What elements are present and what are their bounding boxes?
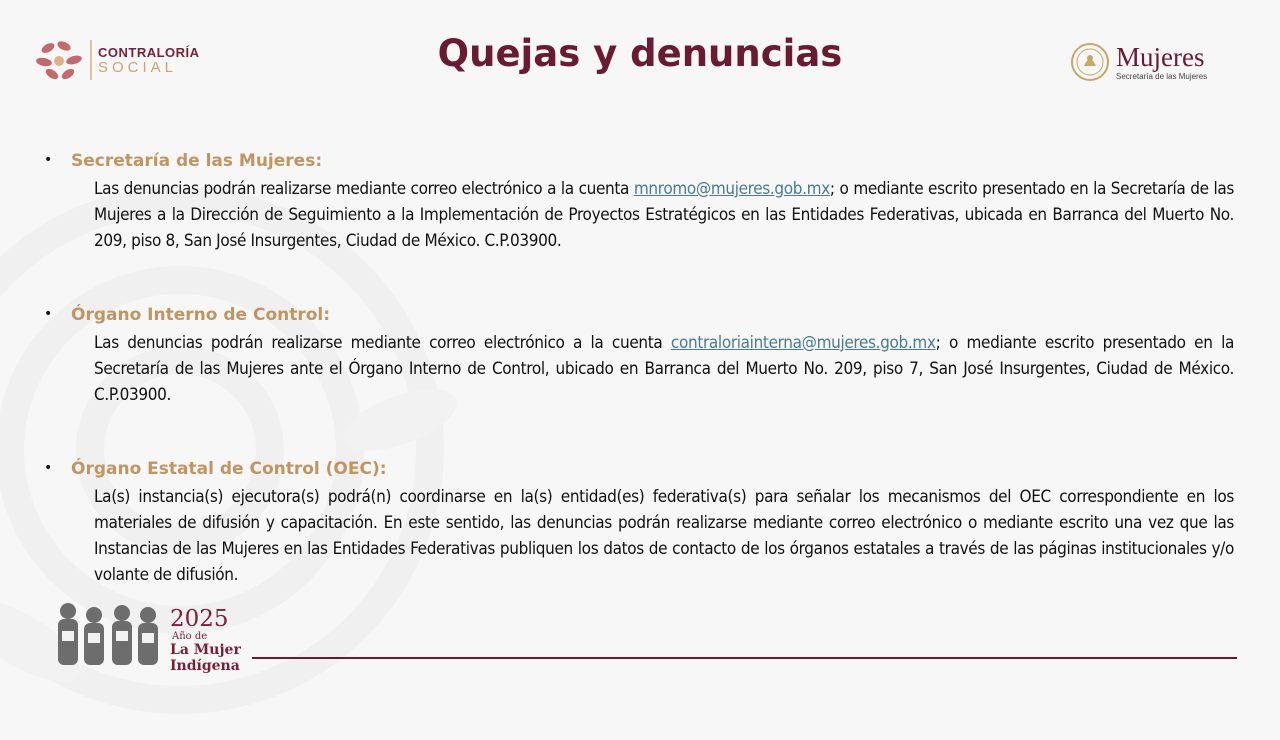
bullet-icon: • <box>44 460 53 476</box>
section-heading: Secretaría de las Mujeres: <box>71 151 323 171</box>
content <box>44 150 1234 638</box>
email-link-contraloria[interactable]: contraloriainterna@mujeres.gob.mx <box>670 333 936 353</box>
email-link-mnromo[interactable]: mnromo@mujeres.gob.mx <box>633 179 830 199</box>
footer-divider <box>252 657 1237 659</box>
footer-line-3: La Mujer <box>170 642 241 658</box>
footer-line-2: Año de <box>172 631 208 642</box>
footer-line-4: Indígena <box>170 658 240 674</box>
section-text: Las denuncias podrán realizarse mediante correo electrónico a la cuenta mnromo@mujeres.gob.mx; o mediante escrito presentado en la Secretaría de las Mujeres a la Dirección de Seguimiento a la Implementación de Proyectos Estratégicos en las Entidades Federativas, ubicada en Barranca del Muerto No. 209, piso 8, San José Insurgentes, Ciudad de México. C.P.03900. <box>94 179 1234 251</box>
section-secretaria <box>44 150 1234 254</box>
logo-line-2: SOCIAL <box>98 58 178 76</box>
section-text: Las denuncias podrán realizarse mediante correo electrónico a la cuenta contraloriainterna@mujeres.gob.mx; o mediante escrito presentado en la Secretaría de las Mujeres ante el Órgano Interno de Control, ubicado en Barranca del Muerto No. 209, piso 7, San José Insurgentes, Ciudad de México. C.P.03900. <box>94 333 1234 405</box>
mujeres-logo <box>1070 40 1240 84</box>
page-title: Quejas y denuncias <box>437 32 843 75</box>
anio-mujer-indigena-logo <box>170 607 250 674</box>
section-heading: Órgano Estatal de Control (OEC): <box>71 459 387 479</box>
section-heading: Órgano Interno de Control: <box>71 305 331 325</box>
footer-year: 2025 <box>170 606 229 632</box>
logo-line-1: CONTRALORÍA <box>98 44 200 60</box>
bullet-icon: • <box>44 306 53 322</box>
section-oic <box>44 304 1234 408</box>
mujeres-wordmark: Mujeres <box>1116 41 1205 72</box>
section-text: La(s) instancia(s) ejecutora(s) podrá(n) coordinarse en la(s) entidad(es) federativa(s) para señalar los mecanismos del OEC correspondiente en los materiales de difusión y capacitación. En este sentido, las denuncias podrán realizarse mediante correo electrónico o mediante escrito una vez que las Instancias de las Mujeres en las Entidades Federativas publiquen los datos de contacto de los órganos estatales a través de las páginas institucionales y/o volante de difusión. <box>94 487 1234 585</box>
section-oec <box>44 458 1234 588</box>
bullet-icon: • <box>44 152 53 168</box>
indigenous-women-illustration-icon <box>46 597 166 669</box>
mujeres-subtitle: Secretaría de las Mujeres <box>1116 71 1208 81</box>
national-seal-icon <box>1070 42 1110 82</box>
